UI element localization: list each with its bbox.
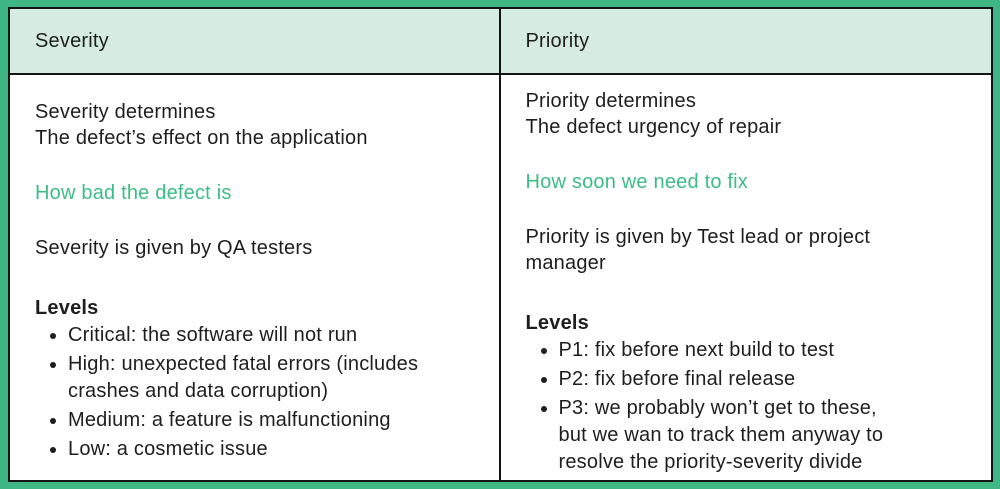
list-item xyxy=(68,436,481,463)
text-line: resolve the priority-severity divide xyxy=(558,451,863,473)
severity-definition-text xyxy=(35,99,481,151)
text-line: • P1: fix before next build to test xyxy=(558,339,835,361)
text-line: • Medium: a feature is malfunctioning xyxy=(68,409,391,431)
text-line: • Critical: the software will not run xyxy=(68,324,358,346)
severity-assigned-by-text xyxy=(35,235,481,261)
text-line: manager xyxy=(525,252,606,274)
severity-highlight-text: How bad the defect is xyxy=(35,182,232,204)
text-line: • Low: a cosmetic issue xyxy=(68,438,268,460)
priority-assigned-by-text xyxy=(526,224,974,276)
severity-levels-heading: Levels xyxy=(35,297,99,319)
table-header-row xyxy=(10,9,991,75)
list-item xyxy=(68,322,481,349)
priority-levels-list xyxy=(526,337,974,476)
priority-highlight-text: How soon we need to fix xyxy=(525,171,749,193)
list-item xyxy=(68,351,481,405)
list-item xyxy=(559,395,974,476)
text-line: • High: unexpected fatal errors (includes xyxy=(68,353,419,375)
text-line: but we wan to track them anyway to xyxy=(558,424,884,446)
comparison-table xyxy=(8,7,993,482)
severity-header-label: Severity xyxy=(35,29,109,52)
text-line: Priority is given by Test lead or project xyxy=(525,226,871,248)
text-line: The defect’s effect on the application xyxy=(35,127,368,149)
text-line: Severity is given by QA testers xyxy=(35,237,313,259)
table-body-row xyxy=(10,75,991,480)
text-line: Severity determines xyxy=(35,101,216,123)
severity-cell xyxy=(10,75,501,480)
priority-header-cell xyxy=(501,9,992,73)
priority-cell xyxy=(501,75,992,480)
text-line: Priority determines xyxy=(525,90,697,112)
list-item xyxy=(559,366,974,393)
list-item xyxy=(68,407,481,434)
priority-levels-heading: Levels xyxy=(525,312,589,334)
text-line: The defect urgency of repair xyxy=(525,116,782,138)
text-line: • P3: we probably won’t get to these, xyxy=(558,397,877,419)
severity-levels-list xyxy=(35,322,481,463)
text-line: • P2: fix before final release xyxy=(558,368,796,390)
list-item xyxy=(559,337,974,364)
severity-header-cell xyxy=(10,9,501,73)
text-line: crashes and data corruption) xyxy=(68,380,329,402)
priority-header-label: Priority xyxy=(525,29,590,52)
priority-definition-text xyxy=(526,88,974,140)
